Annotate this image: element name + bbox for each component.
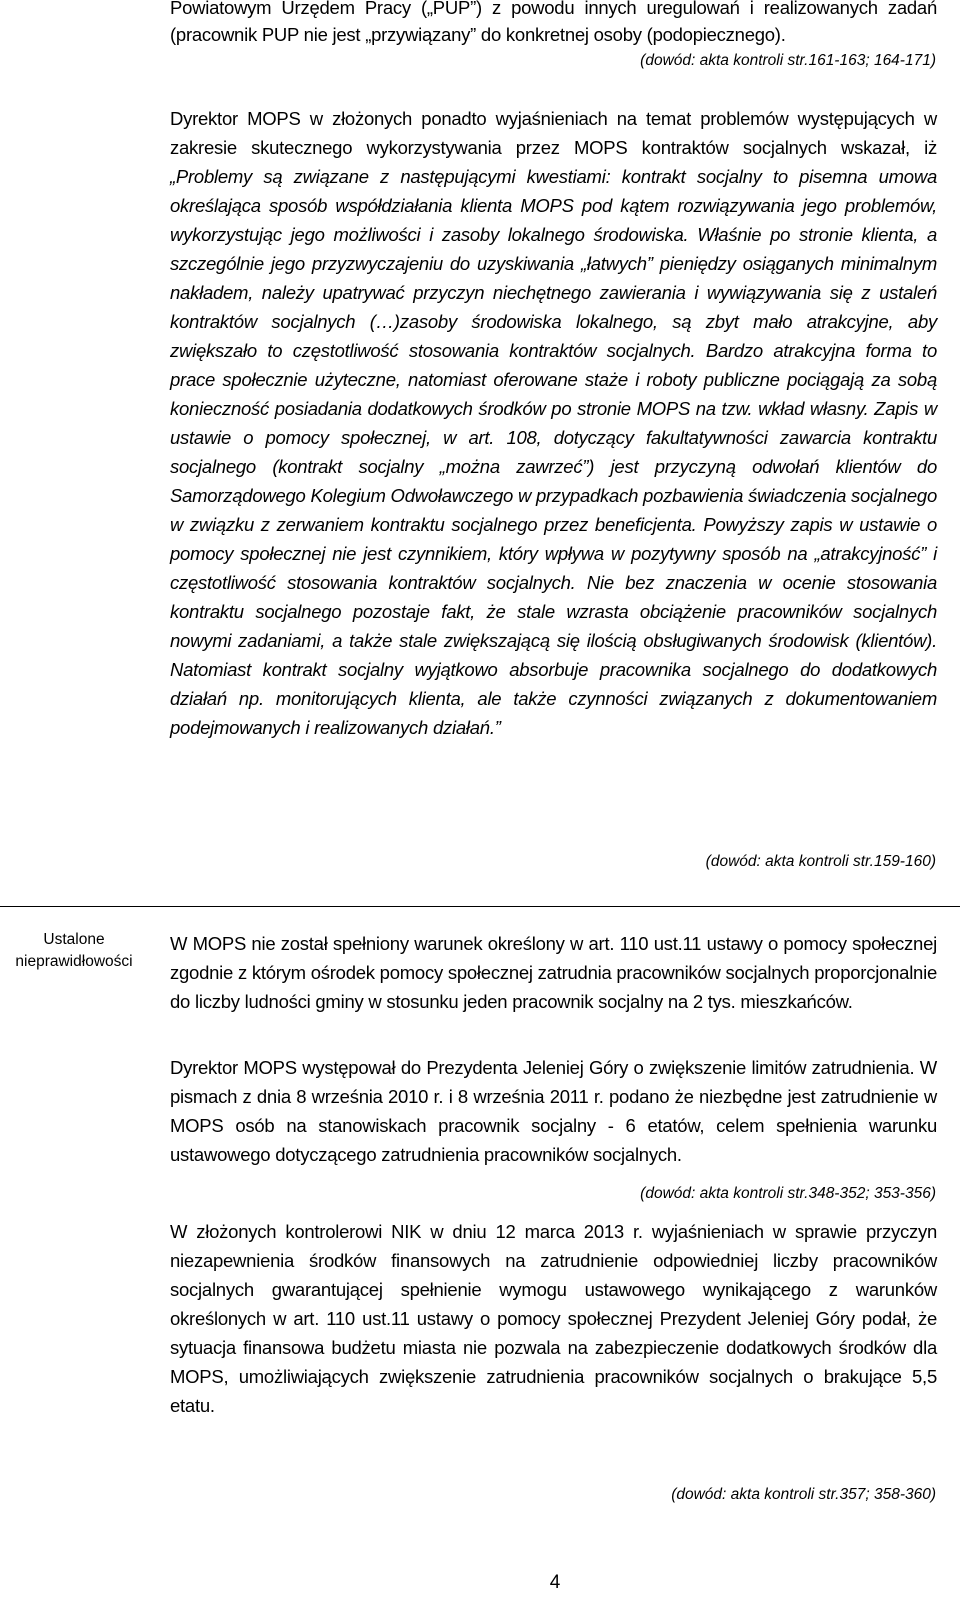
- section-divider: [0, 906, 960, 907]
- page-number: 4: [549, 1572, 561, 1593]
- paragraph-text: Powiatowym Urzędem Pracy („PUP”) z powodu innych uregulowań i realizowanych zadań (pracownik PUP nie jest „przywiązany” do konkretnej osoby (podopiecznego).: [170, 0, 937, 45]
- paragraph-text: W złożonych kontrolerowi NIK w dniu 12 marca 2013 r. wyjaśnieniach w sprawie przyczyn niezapewnienia środków finansowych na zatrudnienie odpowiedniej liczby pracowników socjalnych gwarantującej spełnienie wymogu ustawowego wynikającego z warunków określonych w art. 110 ust.11 ustawy o pomocy społecznej Prezydent Jeleniej Góry podał, że sytuacja finansowa budżetu miasta nie pozwala na zabezpieczenie dodatkowych środków dla MOPS, umożliwiających zwiększenie zatrudnienia pracowników socjalnych o brakujące 5,5 etatu.: [170, 1221, 937, 1416]
- continued-paragraph: [170, 0, 937, 48]
- director-quote: „Problemy są związane z następującymi kwestiami: kontrakt socjalny to pisemna umowa określająca sposób współdziałania klienta MOPS pod kątem rozwiązywania jego problemów, wykorzystując jego możliwości i zasoby lokalnego środowiska. Właśnie po stronie klienta, a szczególnie jego przyzwyczajeniu do uzyskiwania „łatwych” pieniędzy osiąganych minimalnym nakładem, należy upatrywać przyczyn niechętnego zawierania i wywiązywania się z ustaleń kontraktów socjalnych (…)zasoby środowiska lokalnego, są zbyt mało atrakcyjne, aby zwiększało to częstotliwość stosowania kontraktów socjalnych. Bardzo atrakcyjna forma to prace społecznie użyteczne, natomiast oferowane staże i roboty publiczne pociągają za sobą konieczność posiadania dodatkowych środków po stronie MOPS na tzw. wkład własny. Zapis w ustawie o pomocy społecznej, w art. 108, dotyczący fakultatywności zawarcia kontraktu socjalnego (kontrakt socjalny „można zawrzeć”) jest przyczyną odwołań klientów do Samorządowego Kolegium Odwoławczego w przypadkach pozbawienia świadczenia socjalnego w związku z zerwaniem kontraktu socjalnego przez beneficjenta. Powyższy zapis w ustawie o pomocy społecznej nie jest czynnikiem, który wpływa w pozytywny sposób na „atrakcyjność” i częstotliwość stosowania kontraktów socjalnych. Nie bez znaczenia w ocenie stosowania kontraktu socjalnego pozostaje fakt, że stale wzrasta obciążenie pracowników socjalnych nowymi zadaniami, a także stale zwiększającą się ilością obsługiwanych środowisk (klientów). Natomiast kontrakt socjalny wyjątkowo absorbuje pracownika socjalnego do dodatkowych działań np. monitorujących klienta, ale także czynności związanych z dokumentowaniem podejmowanych i realizowanych działań.”: [170, 166, 937, 738]
- evidence-reference: (dowód: akta kontroli str.159-160): [705, 853, 936, 870]
- explanation-paragraph: [170, 104, 937, 742]
- evidence-reference: (dowód: akta kontroli str.161-163; 164-171): [640, 52, 936, 69]
- paragraph-intro: Dyrektor MOPS w złożonych ponadto wyjaśnieniach na temat problemów występujących w zakresie skutecznego wykorzystywania przez MOPS kontraktów socjalnych wskazał, iż: [170, 108, 937, 158]
- section-label: Ustalone nieprawidłowości: [15, 931, 133, 970]
- evidence-reference: (dowód: akta kontroli str.357; 358-360): [671, 1486, 936, 1503]
- finding-paragraph: [170, 1053, 937, 1169]
- evidence-reference: (dowód: akta kontroli str.348-352; 353-356): [640, 1185, 936, 1202]
- finding-paragraph: [170, 1217, 937, 1420]
- paragraph-text: Dyrektor MOPS występował do Prezydenta Jeleniej Góry o zwiększenie limitów zatrudnienia. W pismach z dnia 8 września 2010 r. i 8 września 2011 r. podano że niezbędne jest zatrudnienie w MOPS osób na stanowiskach pracownik socjalny - 6 etatów, celem spełnienia warunku ustawowego dotyczącego zatrudnienia pracowników socjalnych.: [170, 1057, 937, 1165]
- paragraph-text: W MOPS nie został spełniony warunek określony w art. 110 ust.11 ustawy o pomocy społecznej zgodnie z którym ośrodek pomocy społecznej zatrudnia pracowników socjalnych proporcjonalnie do liczby ludności gminy w stosunku jeden pracownik socjalny na 2 tys. mieszkańców.: [170, 933, 937, 1012]
- finding-paragraph: [170, 929, 937, 1016]
